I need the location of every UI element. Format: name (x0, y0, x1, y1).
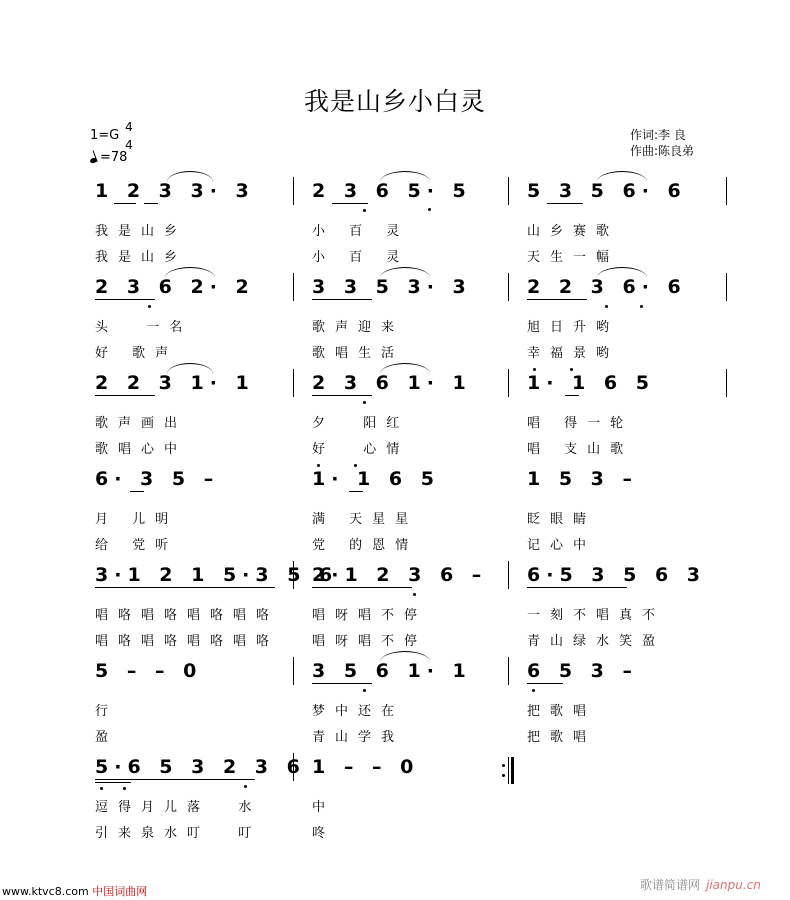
underline-beam (95, 299, 155, 300)
footer-watermark (640, 876, 761, 893)
lyric-line-2: 党 的恩情 (312, 538, 419, 553)
measure-notes: 1 2 3 3· 3 (95, 180, 255, 202)
measure-notes: 5 3 5 6· 6 (527, 180, 687, 202)
barline (293, 369, 294, 397)
lyric-line-1: 中 (312, 800, 336, 815)
measure-notes: 2 3 6 1· 1 (312, 372, 472, 394)
lyric-line-2: 天生一幅 (527, 250, 620, 265)
barline (508, 273, 509, 301)
low-octave-dot (148, 305, 151, 308)
slur (380, 171, 430, 182)
measure-notes: 5·6 5 3 2 3 6 (95, 756, 306, 778)
lyric-line-2: 好 心情 (312, 442, 410, 457)
lyric-line-1: 夕 阳红 (312, 416, 410, 431)
lyric-line-2: 好 歌声 (95, 346, 179, 361)
high-octave-dot (317, 464, 320, 467)
measure-notes: 6·5 3 5 6 3 (527, 564, 706, 586)
high-octave-dot (354, 464, 357, 467)
lyric-line-2: 歌唱心中 (95, 442, 188, 457)
underline-beam (527, 587, 627, 588)
lyric-line-1: 眨眼睛 (527, 512, 597, 527)
underline-beam (312, 587, 412, 588)
song-title: 我是山乡小白灵 (303, 87, 486, 116)
slur (380, 267, 430, 278)
measure-notes: 1 – – 0 (312, 756, 420, 778)
lyric-line-1: 歌声画出 (95, 416, 188, 431)
underline-beam (95, 587, 275, 588)
underline-beam (312, 395, 372, 396)
repeat-dot (502, 764, 505, 767)
barline (726, 369, 727, 397)
footer-source (2, 883, 147, 899)
lyric-line-2: 唱呀唱不停 (312, 634, 428, 649)
lyric-line-2: 幸福景哟 (527, 346, 620, 361)
lyric-line-1: 唱咯唱咯唱咯唱咯 (95, 608, 280, 623)
low-octave-dot (363, 689, 366, 692)
footer-site: www.ktvc8.com (2, 885, 89, 898)
lyric-line-2: 小 百 灵 (312, 250, 410, 265)
underline-beam (349, 491, 363, 492)
lyric-line-1: 唱 得一轮 (527, 416, 634, 431)
lyricist-credit: 作词:李 良 (630, 128, 686, 142)
lyric-line-1: 逗得月儿落 水 (95, 800, 262, 815)
low-octave-dot (244, 785, 247, 788)
measure-notes: 5 – – 0 (95, 660, 203, 682)
barline (508, 561, 509, 589)
lyric-line-2: 把歌唱 (527, 730, 597, 745)
underline-beam (95, 782, 131, 783)
measure-notes: 2 3 6 2· 2 (95, 276, 255, 298)
lyric-line-2: 我是山乡 (95, 250, 188, 265)
lyric-line-1: 山乡赛歌 (527, 224, 620, 239)
underline-beam (144, 203, 158, 204)
slur (380, 363, 430, 374)
lyric-line-1: 小 百 灵 (312, 224, 410, 239)
lyric-line-2: 咚 (312, 826, 336, 841)
low-octave-dot (413, 593, 416, 596)
watermark-url: jianpu.cn (706, 878, 761, 892)
underline-beam (95, 779, 255, 780)
time-signature-bottom: 4 (125, 138, 133, 152)
lyric-line-1: 歌声迎来 (312, 320, 405, 335)
measure-notes: 2·1 2 3 6 – (312, 564, 488, 586)
composer-credit: 作曲:陈良弟 (630, 144, 695, 158)
tempo-marking (90, 150, 127, 165)
lyric-line-1: 头 一名 (95, 320, 193, 335)
underline-beam (565, 395, 579, 396)
measure-notes: 1 5 3 – (527, 468, 639, 490)
lyric-line-2: 记心中 (527, 538, 597, 553)
low-octave-dot (532, 689, 535, 692)
repeat-dot (502, 774, 505, 777)
lyric-line-2: 引来泉水叮 叮 (95, 826, 262, 841)
underline-beam (114, 203, 136, 204)
underline-beam (312, 299, 372, 300)
underline-beam (547, 203, 583, 204)
lyric-line-2: 盈 (95, 730, 119, 745)
lyric-line-1: 我是山乡 (95, 224, 188, 239)
high-octave-dot (570, 368, 573, 371)
measure-notes: 6· 3 5 – (95, 468, 220, 490)
time-signature-top: 4 (125, 120, 133, 134)
lyric-line-1: 唱呀唱不停 (312, 608, 428, 623)
barline (508, 177, 509, 205)
lyric-line-1: 月 儿明 (95, 512, 179, 527)
measure-notes: 2 2 3 1· 1 (95, 372, 255, 394)
lyric-line-1: 一刻不唱真不 (527, 608, 666, 623)
low-octave-dot (100, 787, 103, 790)
lyric-line-2: 唱 支山歌 (527, 442, 634, 457)
lyric-line-1: 梦中还在 (312, 704, 405, 719)
barline (293, 273, 294, 301)
quarter-note-icon (89, 157, 97, 164)
barline (508, 369, 509, 397)
slur (597, 267, 647, 278)
measure-notes: 3 3 5 3· 3 (312, 276, 472, 298)
slur (167, 171, 213, 182)
low-octave-dot (640, 305, 643, 308)
lyric-line-2: 青山绿水笑盈 (527, 634, 666, 649)
slur (165, 267, 215, 278)
lyric-line-1: 满 天星星 (312, 512, 419, 527)
underline-beam (130, 491, 144, 492)
slur (597, 171, 647, 182)
key-signature: 1=G (90, 128, 120, 143)
footer-site-name: 中国词曲网 (92, 885, 148, 898)
barline (293, 177, 294, 205)
low-octave-dot (363, 209, 366, 212)
underline-beam (312, 683, 372, 684)
slur (380, 651, 430, 662)
lyric-line-2: 青山学我 (312, 730, 405, 745)
measure-notes: 3·1 2 1 5·3 5 6 (95, 564, 339, 586)
measure-notes: 6 5 3 – (527, 660, 639, 682)
lyric-line-1: 行 (95, 704, 119, 719)
barline (293, 657, 294, 685)
barline (508, 657, 509, 685)
underline-beam (95, 395, 155, 396)
low-octave-dot (123, 787, 126, 790)
measure-notes: 1· 1 6 5 (527, 372, 655, 394)
barline (726, 273, 727, 301)
low-octave-dot (363, 401, 366, 404)
lyric-line-1: 把歌唱 (527, 704, 597, 719)
slur (167, 363, 213, 374)
underline-beam (527, 299, 587, 300)
watermark-name: 歌谱简谱网 (640, 878, 701, 892)
measure-notes: 1· 1 6 5 (312, 468, 440, 490)
low-octave-dot (605, 305, 608, 308)
lyric-line-2: 歌唱生活 (312, 346, 405, 361)
credits (630, 127, 694, 159)
low-octave-dot (428, 208, 431, 211)
underline-beam (332, 203, 368, 204)
lyric-line-2: 唱咯唱咯唱咯唱咯 (95, 634, 280, 649)
tempo-value: =78 (100, 150, 128, 165)
lyric-line-1: 旭日升哟 (527, 320, 620, 335)
barline (726, 177, 727, 205)
measure-notes: 2 2 3 6· 6 (527, 276, 687, 298)
final-barline-thick (511, 757, 514, 784)
measure-notes: 2 3 6 5· 5 (312, 180, 472, 202)
high-octave-dot (533, 368, 536, 371)
lyric-line-2: 给 党听 (95, 538, 179, 553)
underline-beam (527, 683, 563, 684)
measure-notes: 3 5 6 1· 1 (312, 660, 472, 682)
final-barline-thin (508, 757, 509, 784)
